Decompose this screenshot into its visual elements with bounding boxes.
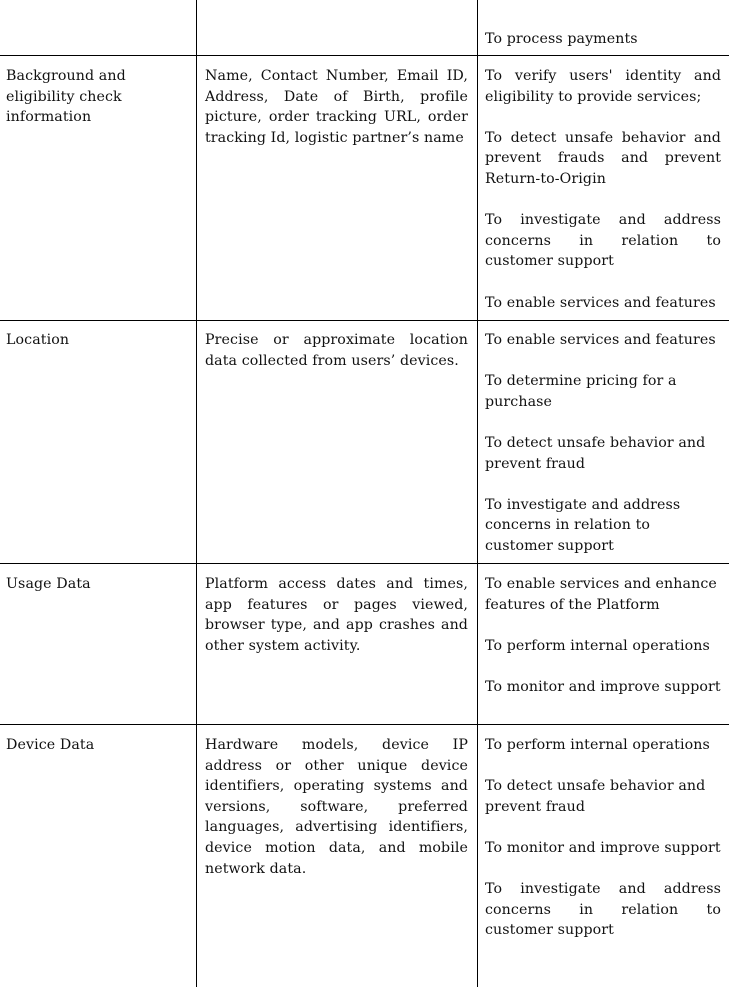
purpose-item: To process payments: [485, 31, 638, 47]
purpose-item: To monitor and improve support: [485, 839, 721, 856]
category-cell: Usage Data: [6, 576, 91, 592]
purpose-item: To detect unsafe behavior and prevent fraud: [485, 434, 706, 472]
column-divider: [477, 0, 478, 987]
purpose-item: To verify users' identity and eligibility to provide services;: [485, 68, 721, 105]
purposes-cell: [485, 574, 721, 698]
purpose-item: To investigate and address concerns in relation to customer support: [485, 496, 681, 554]
category-cell: Location: [6, 332, 70, 348]
purpose-item: To detect unsafe behavior and prevent fraud: [485, 778, 706, 815]
purpose-item: To perform internal operations: [485, 637, 710, 654]
purpose-item: To enable services and features: [485, 332, 716, 348]
category-cell: Device Data: [6, 737, 95, 753]
row-divider: [0, 55, 729, 56]
row-divider: [0, 320, 729, 321]
purposes-cell: [485, 330, 721, 557]
purposes-cell: [485, 29, 721, 50]
purpose-item: To investigate and address concerns in relation to customer support: [485, 212, 721, 270]
data-collected-cell: Precise or approximate location data collected from users’ devices.: [205, 332, 468, 369]
column-divider: [196, 0, 197, 987]
purpose-item: To determine pricing for a purchase: [485, 373, 677, 410]
purpose-item: To enable services and enhance features of the Platform: [485, 576, 717, 613]
row-divider: [0, 724, 729, 725]
purpose-item: To enable services and features: [485, 294, 716, 311]
purpose-item: To detect unsafe behavior and prevent frauds and prevent Return-to-Origin: [485, 129, 721, 187]
purpose-item: To investigate and address concerns in relation to customer support: [485, 881, 721, 939]
purpose-item: To perform internal operations: [485, 737, 710, 753]
category-cell: Background and eligibility check information: [6, 68, 126, 126]
row-divider: [0, 563, 729, 564]
purposes-cell: [485, 66, 721, 313]
purposes-cell: [485, 735, 721, 941]
purpose-item: To monitor and improve support: [485, 678, 721, 695]
data-collected-cell: Platform access dates and times, app features or pages viewed, browser type, and app crashes and other system activity.: [205, 576, 468, 654]
data-collected-cell: Hardware models, device IP address or other unique device identifiers, operating systems and versions, software, preferred languages, advertising identifiers, device motion data, and mobile network data.: [205, 737, 468, 877]
data-collected-cell: Name, Contact Number, Email ID, Address, Date of Birth, profile picture, order tracking URL, order tracking Id, logistic partner’s name: [205, 68, 468, 146]
